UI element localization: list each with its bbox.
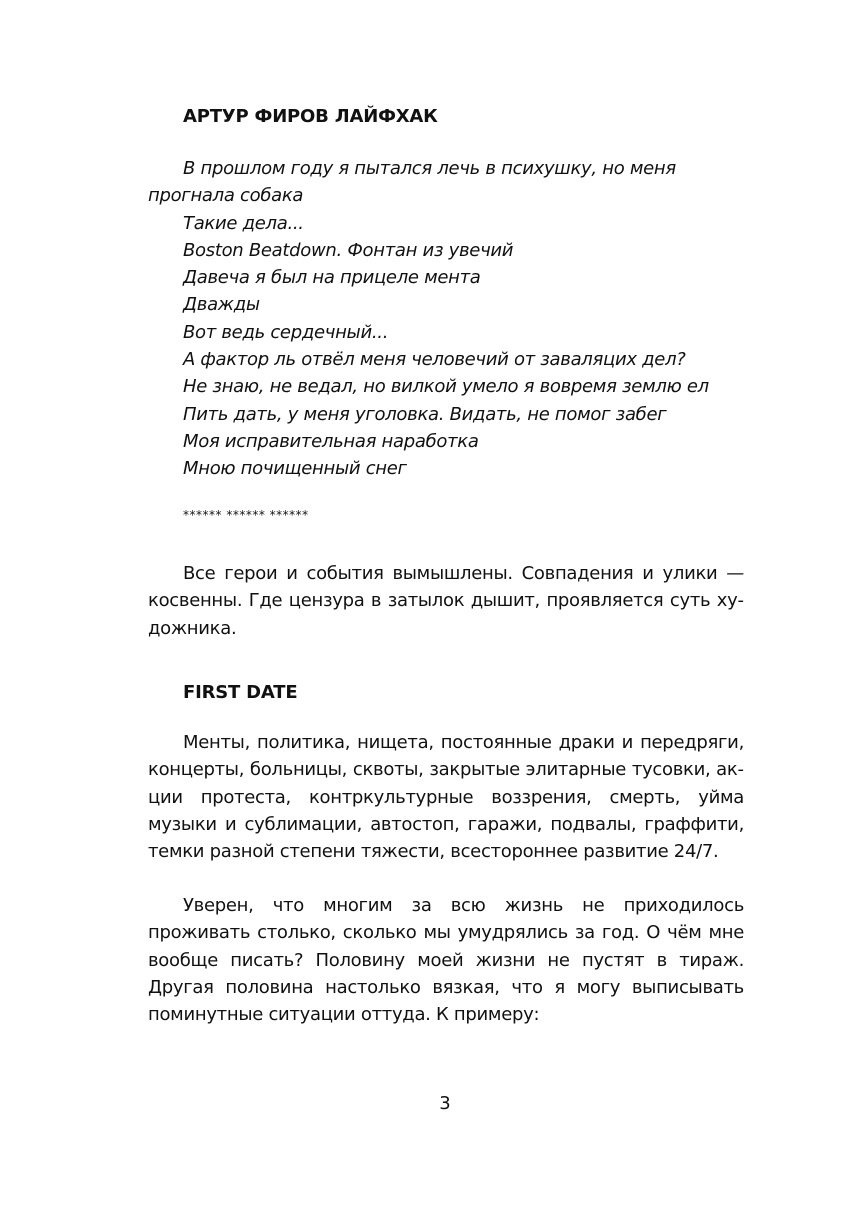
poem-first-line: В прошлом году я пытался лечь в психушку, но меня прогнала собака xyxy=(148,158,676,207)
poem xyxy=(148,155,748,483)
poem-line: Не знаю, не ведал, но вилкой умело я вовремя землю ел xyxy=(183,376,709,398)
poem-line: Давеча я был на прицеле мента xyxy=(183,267,481,289)
poem-line: Дважды xyxy=(183,294,260,316)
body-paragraph-1: Менты, политика, нищета, постоянные драки и передряги, концерты, больницы, сквоты, закрытые элитарные тусовки, акции протеста, контркультурные воззрения, смерть, уйма музыки и сублимации, автостоп, гаражи, подвалы, граффити, темки разной степени тяжести, всестороннее развитие 24/7. xyxy=(148,732,744,863)
section-title-lifehack: АРТУР ФИРОВ ЛАЙФХАК xyxy=(183,106,438,127)
poem-line: Пить дать, у меня уголовка. Видать, не помог забег xyxy=(183,403,667,425)
poem-line: Вот ведь сердечный... xyxy=(183,321,389,343)
poem-line: Такие дела... xyxy=(183,212,304,234)
poem-line: А фактор ль отвёл меня человечий от заваляцих дел? xyxy=(183,349,686,371)
body-paragraph-2: Уверен, что многим за всю жизнь не приходилось проживать столько, сколько мы умудрялись за год. О чём мне вообще писать? Половину моей жизни не пустят в тираж. Другая половина настолько вязкая, что я могу выписывать поминутные ситуации оттуда. К примеру: xyxy=(148,895,744,1026)
page-number: 3 xyxy=(439,1093,451,1114)
poem-line: Моя исправительная наработка xyxy=(183,430,479,452)
section-separator: ****** ****** ****** xyxy=(183,508,309,522)
poem-line: Boston Beatdown. Фонтан из увечий xyxy=(183,239,514,261)
section-title-first-date: FIRST DATE xyxy=(183,682,298,703)
disclaimer-paragraph: Все герои и события вымышлены. Совпадения и улики — косвенны. Где цензура в затылок дышит, проявляется суть художника. xyxy=(148,563,744,639)
poem-line: Мною почищенный снег xyxy=(183,458,407,480)
